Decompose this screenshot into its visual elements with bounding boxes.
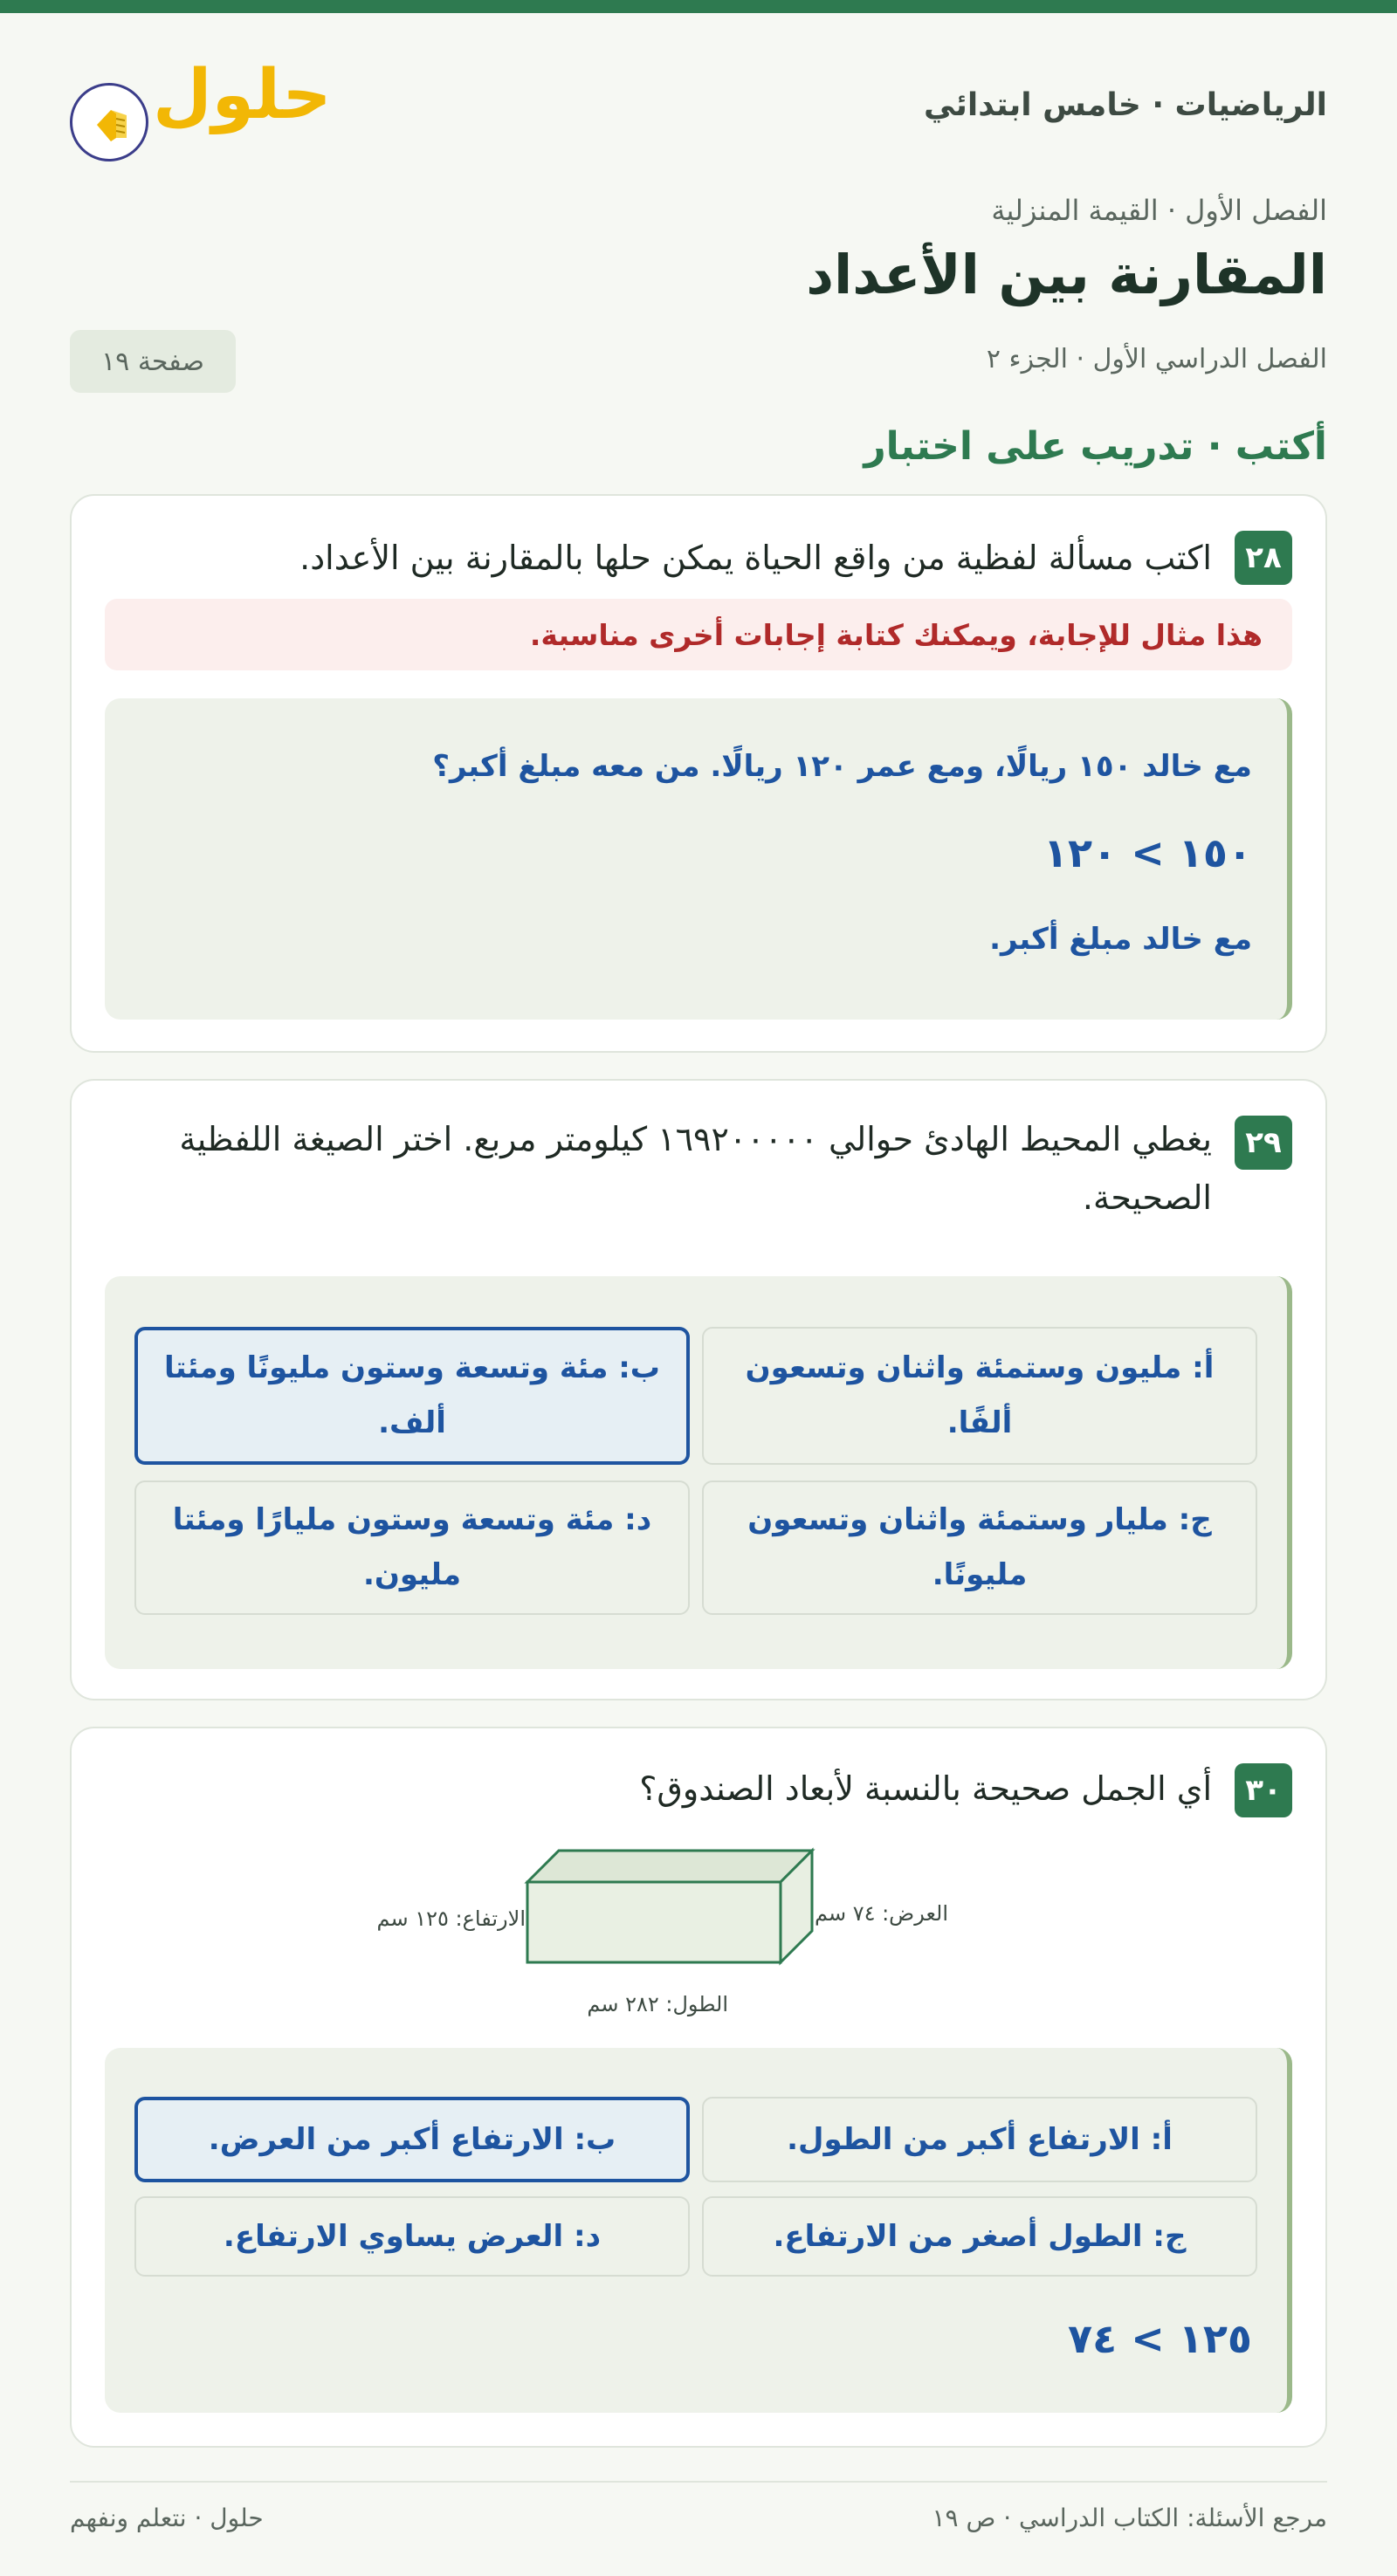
answer-conclusion: مع خالد مبلغ أكبر. xyxy=(989,922,1252,957)
option-b-selected[interactable]: ب: مئة وتسعة وستون مليونًا ومئتا ألف. xyxy=(134,1327,690,1465)
option-d[interactable]: د: العرض يساوي الارتفاع. xyxy=(134,2196,690,2277)
logo-emblem xyxy=(70,83,148,161)
chapter-label: الفصل الأول · القيمة المنزلية xyxy=(991,194,1327,227)
question-number-badge: ٢٨ xyxy=(1235,531,1292,585)
question-text: أي الجمل صحيحة بالنسبة لأبعاد الصندوق؟ xyxy=(639,1769,1212,1808)
option-a[interactable]: أ: مليون وستمئة واثنان وتسعون ألفًا. xyxy=(702,1327,1257,1465)
footer-divider xyxy=(70,2481,1327,2483)
width-label: العرض: ٧٤ سم xyxy=(814,1901,948,1926)
footer-reference: مرجع الأسئلة: الكتاب الدراسي · ص ١٩ xyxy=(932,2504,1327,2532)
section-title: أكتب · تدريب على اختبار xyxy=(864,424,1327,469)
option-c[interactable]: ج: مليار وستمئة واثنان وتسعون مليونًا. xyxy=(702,1480,1257,1615)
option-c[interactable]: ج: الطول أصغر من الارتفاع. xyxy=(702,2196,1257,2277)
option-d[interactable]: د: مئة وتسعة وستون مليارًا ومئتا مليون. xyxy=(134,1480,690,1615)
box-diagram xyxy=(72,1728,1329,2043)
question-text: يغطي المحيط الهادئ حوالي ١٦٩٢٠٠٠٠٠ كيلومتر مربع. اختر الصيغة اللفظية الصحيحة. xyxy=(179,1120,1212,1217)
question-number-badge: ٣٠ xyxy=(1235,1763,1292,1817)
answer-problem-text: مع خالد ١٥٠ ريالًا، ومع عمر ١٢٠ ريالًا. من معه مبلغ أكبر؟ xyxy=(432,749,1252,784)
answer-comparison: ١٥٠ > ١٢٠ xyxy=(1043,829,1252,876)
brand-logo[interactable] xyxy=(70,56,332,166)
answer-box xyxy=(105,1276,1292,1669)
page-number-badge: صفحة ١٩ xyxy=(70,330,236,393)
page-header xyxy=(70,52,1327,166)
question-number-badge: ٢٩ xyxy=(1235,1116,1292,1170)
answer-box xyxy=(105,698,1292,1020)
page-title: المقارنة بين الأعداد xyxy=(806,243,1327,306)
semester-label: الفصل الدراسي الأول · الجزء ٢ xyxy=(986,344,1327,374)
answer-comparison: ١٢٥ > ٧٤ xyxy=(1068,2315,1252,2362)
height-label: الارتفاع: ١٢٥ سم xyxy=(376,1906,526,1931)
option-b-selected[interactable]: ب: الارتفاع أكبر من العرض. xyxy=(134,2097,690,2182)
question-28-card xyxy=(70,494,1327,1053)
logo-wordmark: حلول xyxy=(153,56,332,134)
question-text: اكتب مسألة لفظية من واقع الحياة يمكن حلها بالمقارنة بين الأعداد. xyxy=(299,539,1212,577)
subject-label: الرياضيات · خامس ابتدائي xyxy=(923,87,1327,123)
answer-box xyxy=(105,2048,1292,2413)
footer-brand: حلول · نتعلم ونفهم xyxy=(70,2504,264,2532)
book-icon xyxy=(90,103,134,147)
question-30-card xyxy=(70,1727,1327,2448)
top-accent-bar xyxy=(0,0,1397,13)
option-a[interactable]: أ: الارتفاع أكبر من الطول. xyxy=(702,2097,1257,2182)
answer-note-banner: هذا مثال للإجابة، ويمكنك كتابة إجابات أخرى مناسبة. xyxy=(105,599,1292,670)
question-29-card xyxy=(70,1079,1327,1700)
length-label: الطول: ٢٨٢ سم xyxy=(587,1992,728,2016)
